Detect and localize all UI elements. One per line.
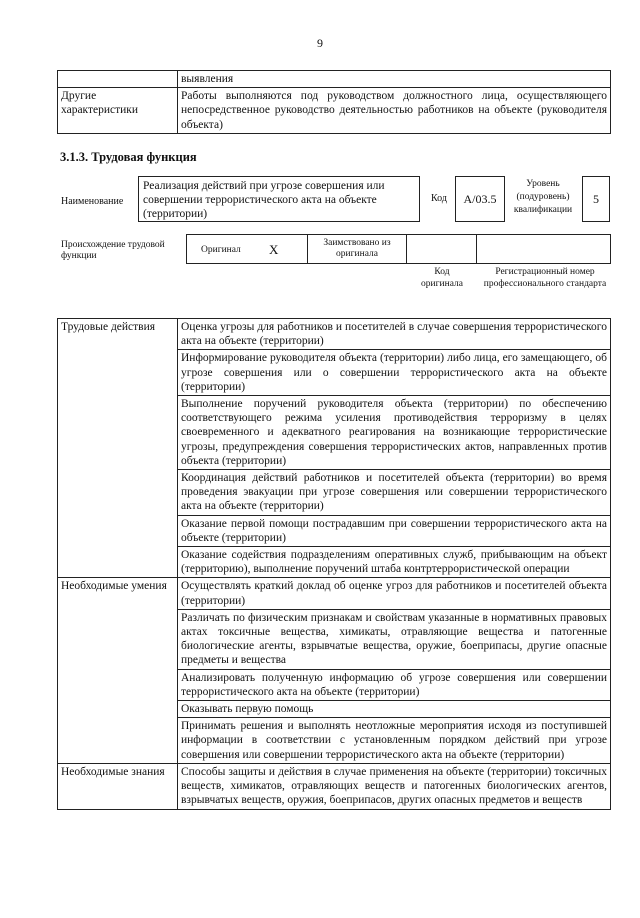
group-label-continuation <box>58 515 178 546</box>
group-label: Необходимые знания <box>58 763 178 809</box>
group-label-continuation <box>58 718 178 764</box>
code-original-caption: Код оригинала <box>421 267 463 289</box>
list-item: Выполнение поручений руководителя объекта (территории) по обеспечению соответствующего режима усиления противодействия терроризму в целях своевременного и адекватного реагирования на возникающие террористические угрозы, предупреждения совершения террористических актов, направленных против объекта (территории) <box>178 396 611 470</box>
table-row <box>58 396 611 470</box>
group-label-continuation <box>58 396 178 470</box>
table-row <box>58 515 611 546</box>
empty-label-cell <box>58 71 178 88</box>
qualification-level-label: Уровень (подуровень) квалификации <box>513 179 573 215</box>
reg-number-caption: Регистрационный номер профессионального стандарта <box>483 267 607 289</box>
table-row <box>58 763 611 809</box>
code-original-cell <box>406 234 477 264</box>
original-mark: X <box>269 242 279 257</box>
list-item: Оказание первой помощи пострадавшим при совершении террористического акта на объекте (территории) <box>178 515 611 546</box>
group-label-continuation <box>58 350 178 396</box>
function-name-value: Реализация действий при угрозе совершения или совершении террористического акта на объекте (территории) <box>138 176 420 222</box>
group-label-continuation <box>58 701 178 718</box>
list-item: Анализировать полученную информацию об угрозе совершения или совершении террористического акта на объекте (территории) <box>178 669 611 700</box>
table-row <box>58 319 611 350</box>
borrowed-cell: Заимствовано из оригинала <box>307 234 407 264</box>
list-item: Координация действий работников и посетителей объекта (территории) во время проведения эвакуации при угрозе совершения или совершении террористического акта на объекте (территории) <box>178 470 611 516</box>
other-characteristics-label: Другие характеристики <box>58 88 178 134</box>
labor-function-table <box>57 318 611 810</box>
origin-label: Происхождение трудовой функции <box>61 240 165 261</box>
name-label: Наименование <box>61 196 124 207</box>
list-item: Оценка угрозы для работников и посетителей в случае совершения террористического акта на объекте (территории) <box>178 319 611 350</box>
group-label-continuation <box>58 470 178 516</box>
group-label-continuation <box>58 547 178 578</box>
other-characteristics-text: Работы выполняются под руководством должностного лица, осуществляющего непосредственное руководство деятельностью работников на объекте (руководителя объекта) <box>178 88 611 134</box>
table-row <box>58 470 611 516</box>
list-item: Принимать решения и выполнять неотложные мероприятия исходя из поступившей информации в соответствии с установленным порядком действий при угрозе совершения или совершении террористического акта на объекте (территории) <box>178 718 611 764</box>
list-item: Способы защиты и действия в случае применения на объекте (территории) токсичных веществ, химикатов, отравляющих веществ и патогенных биологических агентов, взрывчатых веществ, оружия, боеприпасов, других опасных предметов и веществ <box>178 763 611 809</box>
section-heading: 3.1.3. Трудовая функция <box>60 150 197 164</box>
function-code-value: A/03.5 <box>455 176 505 222</box>
list-item: Различать по физическим признакам и свойствам указанные в нормативных правовых актах токсичные вещества, химикаты, отравляющие вещества и патогенные биологические агенты, взрывчатые вещества, оружие, боеприпасы, другие опасные предметы и вещества <box>178 609 611 669</box>
continuation-text: выявления <box>178 71 611 88</box>
table-row <box>58 609 611 669</box>
page-number: 9 <box>317 36 323 50</box>
group-label-continuation <box>58 669 178 700</box>
list-item: Оказывать первую помощь <box>178 701 611 718</box>
list-item: Информирование руководителя объекта (территории) либо лица, его замещающего, об угрозе совершения или о совершении террористического акта на объекте (территории) <box>178 350 611 396</box>
other-characteristics-table <box>57 70 611 134</box>
table-row <box>58 701 611 718</box>
table-row <box>58 718 611 764</box>
list-item: Оказание содействия подразделениям оперативных служб, прибывающим на объект (территорию), выполнение поручений штаба контртеррористической операции <box>178 547 611 578</box>
group-label: Необходимые умения <box>58 578 178 609</box>
original-cell <box>186 234 308 264</box>
group-label-continuation <box>58 609 178 669</box>
code-label: Код <box>431 193 447 204</box>
table-row <box>58 547 611 578</box>
qualification-level-value: 5 <box>582 176 610 222</box>
table-row <box>58 578 611 609</box>
group-label: Трудовые действия <box>58 319 178 350</box>
table-row <box>58 669 611 700</box>
original-label: Оригинал <box>201 245 241 255</box>
reg-number-cell <box>476 234 611 264</box>
table-row <box>58 350 611 396</box>
list-item: Осуществлять краткий доклад об оценке угроз для работников и посетителей объекта (территории) <box>178 578 611 609</box>
